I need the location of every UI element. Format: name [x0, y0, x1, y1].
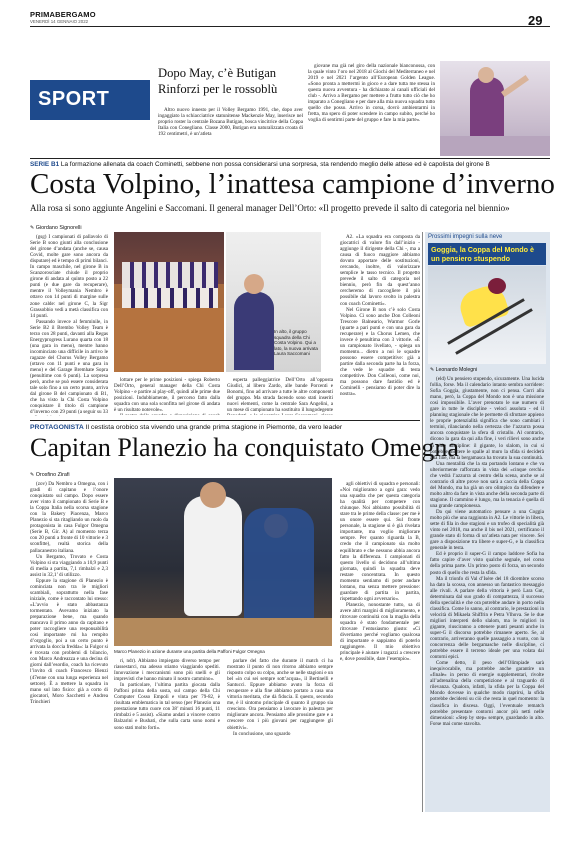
planezio-caption: Marco Planezio in azione durante una partita della Paffoni Fulgor Omegna	[114, 649, 265, 654]
sidebar-title: Goggia, la Coppa del Mondo è un pensiero stuspendo	[431, 245, 535, 263]
serieb-col2b: lottare per le prime posizioni - spiega Roberto Dell’Orto, general manager della Chi Costa Volpino - e partire ai play-off, quindi alle prime due posizioni. Indubbiamente, il percorso fatto dalla squadra con una sola sconfitta nel girone di andata è un risultato notevole».	[114, 377, 220, 414]
masthead-date: VENERDÌ 14 GENNAIO 2022	[30, 19, 89, 24]
serieb-subtitle: Alla rosa si sono aggiunte Angelini e Saccomani. Il general manager Dell’Orto: «Il progetto prevede il salto di categoria nel biennio»	[30, 203, 510, 213]
sidebar-byline: ✎ Leonardo Molegni	[430, 367, 478, 373]
pencil-icon: ✎	[30, 472, 35, 478]
masthead-paper: PRIMABERGAMO	[30, 10, 96, 19]
pencil-icon: ✎	[430, 367, 435, 373]
serieb-byline: ✎ Giordano Signorelli	[30, 225, 82, 231]
protagonista-kicker-label: PROTAGONISTA	[30, 424, 84, 431]
team-photo	[114, 232, 224, 372]
volleyball-player-photo	[440, 61, 550, 156]
serieb-col1: (gsg) I campionati di pallavolo di Serie B sono giunti alla conclusione del girone d’andata (anche se, causa Covid, molte gare sono ancora da disputare) ed è tempo di primi bilanci. In campo maschile, nel girone B in Scanzorosciate chiude il proprio girone di andata al quinto posto a 22 punti (e due gare da recuperare), mentre il Volleymania Nembro è ottavo con 14 punti di margine sulle zone calde: nel girone C, la Sigr Grassobbio vedi a metà classifica con 14 punti. Passando invece al femminile, in Serie B2 il Brembo Volley Team è terzo con 28 punti, davanti alla Regas Energyprogress Lurano quarta con 18 (una gara in meno), mentre hanno incominciato una difficile in arrivo le ragazze del Chorus Volley Bergamo (ottavo con 11 punti e una gara in meno) e del Garage Bremhate Sopra (penultime con 6 punti). La sorpresa però, anche se può essere considerata tale solo fino a un certo punto, arriva dal girone B del campionato di B1, che ha visto la Chi Costa Volpino conquistare il titolo di campione d’inverno con 29 punti (a seguir su 33	[30, 234, 108, 416]
sidebar-header	[428, 243, 546, 265]
serieb-photo-caption: In alto, il gruppo squadra della Chi Costa Volpino. Qui a lato, la nuova arrivata Laura Saccomani	[274, 329, 318, 356]
sport-label: SPORT	[38, 88, 110, 110]
protagonista-kicker-text: Il cestista orobico sta vivendo una grande prima stagione in Piemonte, da vero leader	[85, 424, 343, 431]
sport-banner	[30, 80, 150, 120]
serieb-col4: A2. «La squadra era composta da giocatrici di valore fin dall’inizio - aggiunge il dirigente della Chi -, ma a causa di fuoco maggiore abbiamo dovuto apportare delle sostituzioni, cercando, inoltre, di valorizzare semplice le tasso tecnico. Il progetto prevede il salto di categoria nel biennio, però fin da quest’anno cercheremo di raccogliere il più possibile dal lavoro svolto in palestra con coach Cominetti». Nel Girone B non c’è solo Costa Volpino. Ci sono anche Don Colleoni Trescore Balneario, Warmor Gorle (quarte a pari punti e con una gara da recuperare) e la Chorus Lemen, che invece è penultima con 3 vittorie. «È un campionato livellato, - spiega un momento... dietro a noi le squadre possono essere competitive: già a partire dalla seconda parte ha la forza, che vede le squadre di testa competitive. Don Colleoni, come noi, ma possono dare fastidio ed è Cominelli - pensiamo di poter dire la nostra».	[340, 234, 420, 398]
top-article-col2: giovane ma già nel giro della nazionale bianconossa, con la quale vinto l’oro nel 2018 al Giochi del Mediterraneo e nel 2019 e nel 2021 l’argento all’European Golden League. «Sono pronta a mettermi in gioco e a dare tutta me stessa in questa nuova avventura - ha dichiarato ai canali ufficiali del club -. Arrivo a Bergamo per mettere a frutto tutto ciò che ho imparato a Conegliano e per dare alla mia nuova squadra tutto quello che posso. Arrivo in corsa, dovrò ambientarmi in fretta, ma spero di poter scendere in campo subito, perché ho voglia di sentirmi parte del gruppo e fare la mia parte».	[308, 63, 435, 124]
serieb-title: Costa Volpino, l’inattesa campione d’inverno	[30, 168, 555, 200]
protagonista-kicker	[30, 424, 420, 431]
protagonista-title: Capitan Planezio ha conquistato Omegna	[30, 433, 459, 462]
protagonista-col3b: parlare del fatto che durante il match ci ha mostrato il punto di non ritorno abbiamo sempre risposto colpo su colpo, anche se nelle stagioni e un bel «in cui sei sempre sott’acqua», il Bertinelli e Santucci. Eppure abbiamo avuto la forza di recuperare e alla fine abbiamo portato a casa una vittoria meritata, che dà fiducia. E questo, secondo me, è il sintomo principale di quanto il gruppo sia cresciuto. Ora pensiamo a lavorare in palestra per migliorare ancora. Pensiamo alle prossime gare e a crescere con i più giovani per raggiungere gli obiettivi». In conclusione, uno sguardo	[227, 658, 333, 737]
serieb-kicker-label: SERIE B1	[30, 161, 60, 168]
protagonista-top-rule	[30, 420, 420, 421]
serieb-kicker-text: La formazione allenata da coach Cominetti, sebbene non possa considerarsi una sorpresa, sta rendendo meglio delle attese ed è capolista del girone B	[60, 161, 490, 168]
top-article-col1: Altro nuovo innesto per il Volley Bergamo 1991, che, dopo aver ingaggiato la schiacciatrice statunitense Mackenzie May, inserisce nel proprio roster la centrale Bozana Butigan, bosca vincitrice della Coppa Italia con Conegliano. Classe 2000, Butigan era naturalizzata croata di 192 centimetri, è un’atleta	[158, 107, 303, 138]
pencil-icon: ✎	[30, 225, 35, 231]
planezio-photo	[114, 478, 332, 646]
serieb-top-rule	[30, 158, 550, 159]
divider	[422, 232, 423, 812]
top-article-title: Dopo May, c’è Butigan Rinforzi per le rossoblù	[158, 66, 278, 96]
serieb-col3b: esperta palleggiatrice Dell’Orto all’opposta Giudici, al libero Zardo, alle bande Porcenti e Bonomi, fino ad arrivare a tutte le altre componenti del gruppo. Ma strada facendo sono stati inseriti nuovi elementi, come la centrale Sara Angelini, a un mese di campionato ha sostituito il lungodegente	[227, 377, 333, 414]
masthead-rule	[30, 26, 550, 27]
sidebar-kicker: Prossimi impegni sulla neve	[428, 234, 503, 240]
sidebar-body: (eld) Un pensiero stupendo, sicuramente. Una lucida follia, forse. Ma il calendario intanto sembra sorridere: Sofia Goggia, giustamente, non ci pensa. Corri alla mano, però, la Coppa del Mondo non è una missione così impossibile. L’aver prenotato le sue numero di gare in tutte le discipline - veloci assoluta - ed il planning stagionale che le permette di sfruttare appieno le proprie potenzialità significa che sono cambiati i termini, rilanciando nella certezza che l’azzurra possa ancora conquistare la sfera di cristallo. Al contrario, dicono la gara da qui alla fine, i veri rilievi sono anche in altre discipline: il gigante, lo slalom, in cui si potrebbe mettere le spalle al muro la sfida si deciderà alla fine, ma la bergamasca ha trovato la sua continuità. Una mentalità che la sta portando lontano e che va ulteriormente rafforzata in vista dei «cinque cerchi» che vedrà l’azzurra al centro della scena, anche se al contrario di altre prove non sarà a caccia della Coppa del Mondo, ma ha già un oro olimpico da difendere e molto altro da fare in vista anche della seconda parte di stagione. Il cammino è lungo, ma la tenacia è quella di una grande campionessa. Da qui viene automatico pensare a una Coggia molto più che una raggiunta in A2. Le vittorie in libera, sette di fila in due stagioni e un trofeo di specialità già vinto nel 2018, ma anche il bis nel 2021, certificano il grande stato di forma di un’atleta nata per vincere. Sei gare a disposizione tra libere e super-G, e la classifica generale in testa. Ed è proprio il super-G il campo laddove Sofia ha fatto capire d’aver visto qualche segnale, nel corso della prima parte. Un primo posto di forza, un secondo posto di quello che resta la sfida. Ma il trionfo di Val d’Isère del 18 dicembre scorso ha dato la scossa, con annesso un fantastico messaggio alle rivali. A parlare della vittoria è però Lara Gut, determinata dal suo grado di compattezza, il successo della specialità e che ora potrebbe andare in porto nella classifica. Come lo sanno, al contrario, le prestazioni in velocità di Mikaela Shiffrin e Petra Vlhova. Se le due migliori interpreti dello slalom, ma le migliori in gigante, riusciranno a ottenere punti pesanti anche in super-G il discorso potrebbe rimanere aperto. Se, al contrario, arriveranno quelle passaggio a vuoto, con la concorrenza delle bergamasche nelle discipline, ci potrebbe essere il terreno ideale per una volata dai contorni epici. Come detto, il peso dell’Olimpiade sarà inequivocabile, ma potrebbe anche garantire un «finale» in perno di energie supplementari, rivolte all’adrenalina della competizione e al traguardo di rilevanza. Qualora, infatti, la sfida per la Coppa del Mondo dovesse in qualche modo riaprirsi, la sfida potrebbe decidersi su ciò che resta in quel momento: la classifica in discesa. Oggi, l’eventuale rematch potrebbe presentare contorni ancor più netti nelle dimensioni: «Step by step» sempre, guardando in alto. Forse mai come stavolta.	[430, 376, 544, 727]
protagonista-byline: ✎ Orosfino Zirafi	[30, 472, 70, 478]
goggia-ski-photo	[428, 266, 546, 364]
page-number: 29	[528, 13, 543, 28]
protagonista-col4: agli obiettivi di squadra e personali: «Noi miglioramo a ogni gara: vedo una squadra che per questa categoria ha qualità per competere con chiunque. Noi abbiamo possibilità di stare tra le prime della classe: per me è un onore essere qui. Sul fronte personale, la stagione si è già rivelata importante, ma voglio migliorare sempre. Per quanto riguarda la B, credo che il campionato sia molto equilibrato e che nessuno abbia ancora fatto la differenza. I campionati di questo livello si decidono all’ultima giornata, quindi la squadra deve restare concentrata. In questo momento sentiamo di poter andare lontano, ma senza mettere pressione: guardare di partita in partita, rispettando ogni avversario». Planezio, nonostante tutto, sa di avere altri margini di miglioramento, e ritrovare continuità con la maglia della squadra è stato fondamentale per ritrovare l’entusiasmo giusto: «Ci divertiamo perché vogliamo qualcosa di importante e sappiamo di poterlo raggiungere. Il mio obiettivo principale è aiutare i ragazzi a crescere e, dove possibile, dare l’esempio».	[340, 481, 420, 663]
protagonista-col2b: ri, ndr). Abbiamo impiegato diverso tempo per riassestarci, ma adesso stiamo viaggiando spediti. Innovazione i meccanismi sono più snelli e gli imprevisti che hanno minato il nostro cammino». In particolare, l’ultima partita giocata dalla Paffoni prima della sosta, sul campo della Chi Computer Cosso Empoli e vinta per 79-82, è risultata emblematica in tal senso (per Planezio una prestazione tutto cuore con 38’ minuti 16 punti, 11 rimbalzi e 5 assist). «Siamo andati a vincere contro Balzarini e Bushati, che sulla carta sono nomi e sono stati molto forti».	[114, 658, 220, 731]
protagonista-col1: (zov) Da Nembro a Omegna, con i gradi di capitano e l’onore conquistato sul campo. Dopo essere aver vinto il campionato di Serie B e la Coppa Italia nella scorsa stagione con la Bakery Piacenza, Marco Planezio si sta ritagliando un ruolo da protagonista in casa Fulgor Omegna (Serie B, Gir. A) al momento terza con 20 punti a fronte di 10 vittorie e 3 sconfitte), realtà storica della pallacanestro italiana. Un Bergamo, Trovato e Costa Volpino si sta viaggiando a 10,9 punti di media a partita, 7,1 rimbalzi e 2,3 assist in 32,1’ di utilizzo. Eppure la stagione di Planezio è cominciata non tra le migliori scambiali, soprattutto nella fase iniziale, come è raccontato lui stesso: «L’avvio è stato abbastanza tormentato. Avevamo iniziato la preparazione bene, ma quando mancava il primo anno da capitano e poter raccogliere una responsabilità così importante mi ha rempito d’orgoglio, poi a un certo punto è arrivata la doccia fredda»: la Fulgor si è trovata con problemi di bilancio, con Marco Andreazza e una decina di giorni dall’esordio, coach ha ricevuto l’invito di coach Francesco Bienzi (47enne con una lunga esperienza nel settore). È a mettere la squadra in mano sul lato fisico: già a corto di giocatori, Moro Sacchetti e Andrea Trinchieri	[30, 481, 108, 705]
